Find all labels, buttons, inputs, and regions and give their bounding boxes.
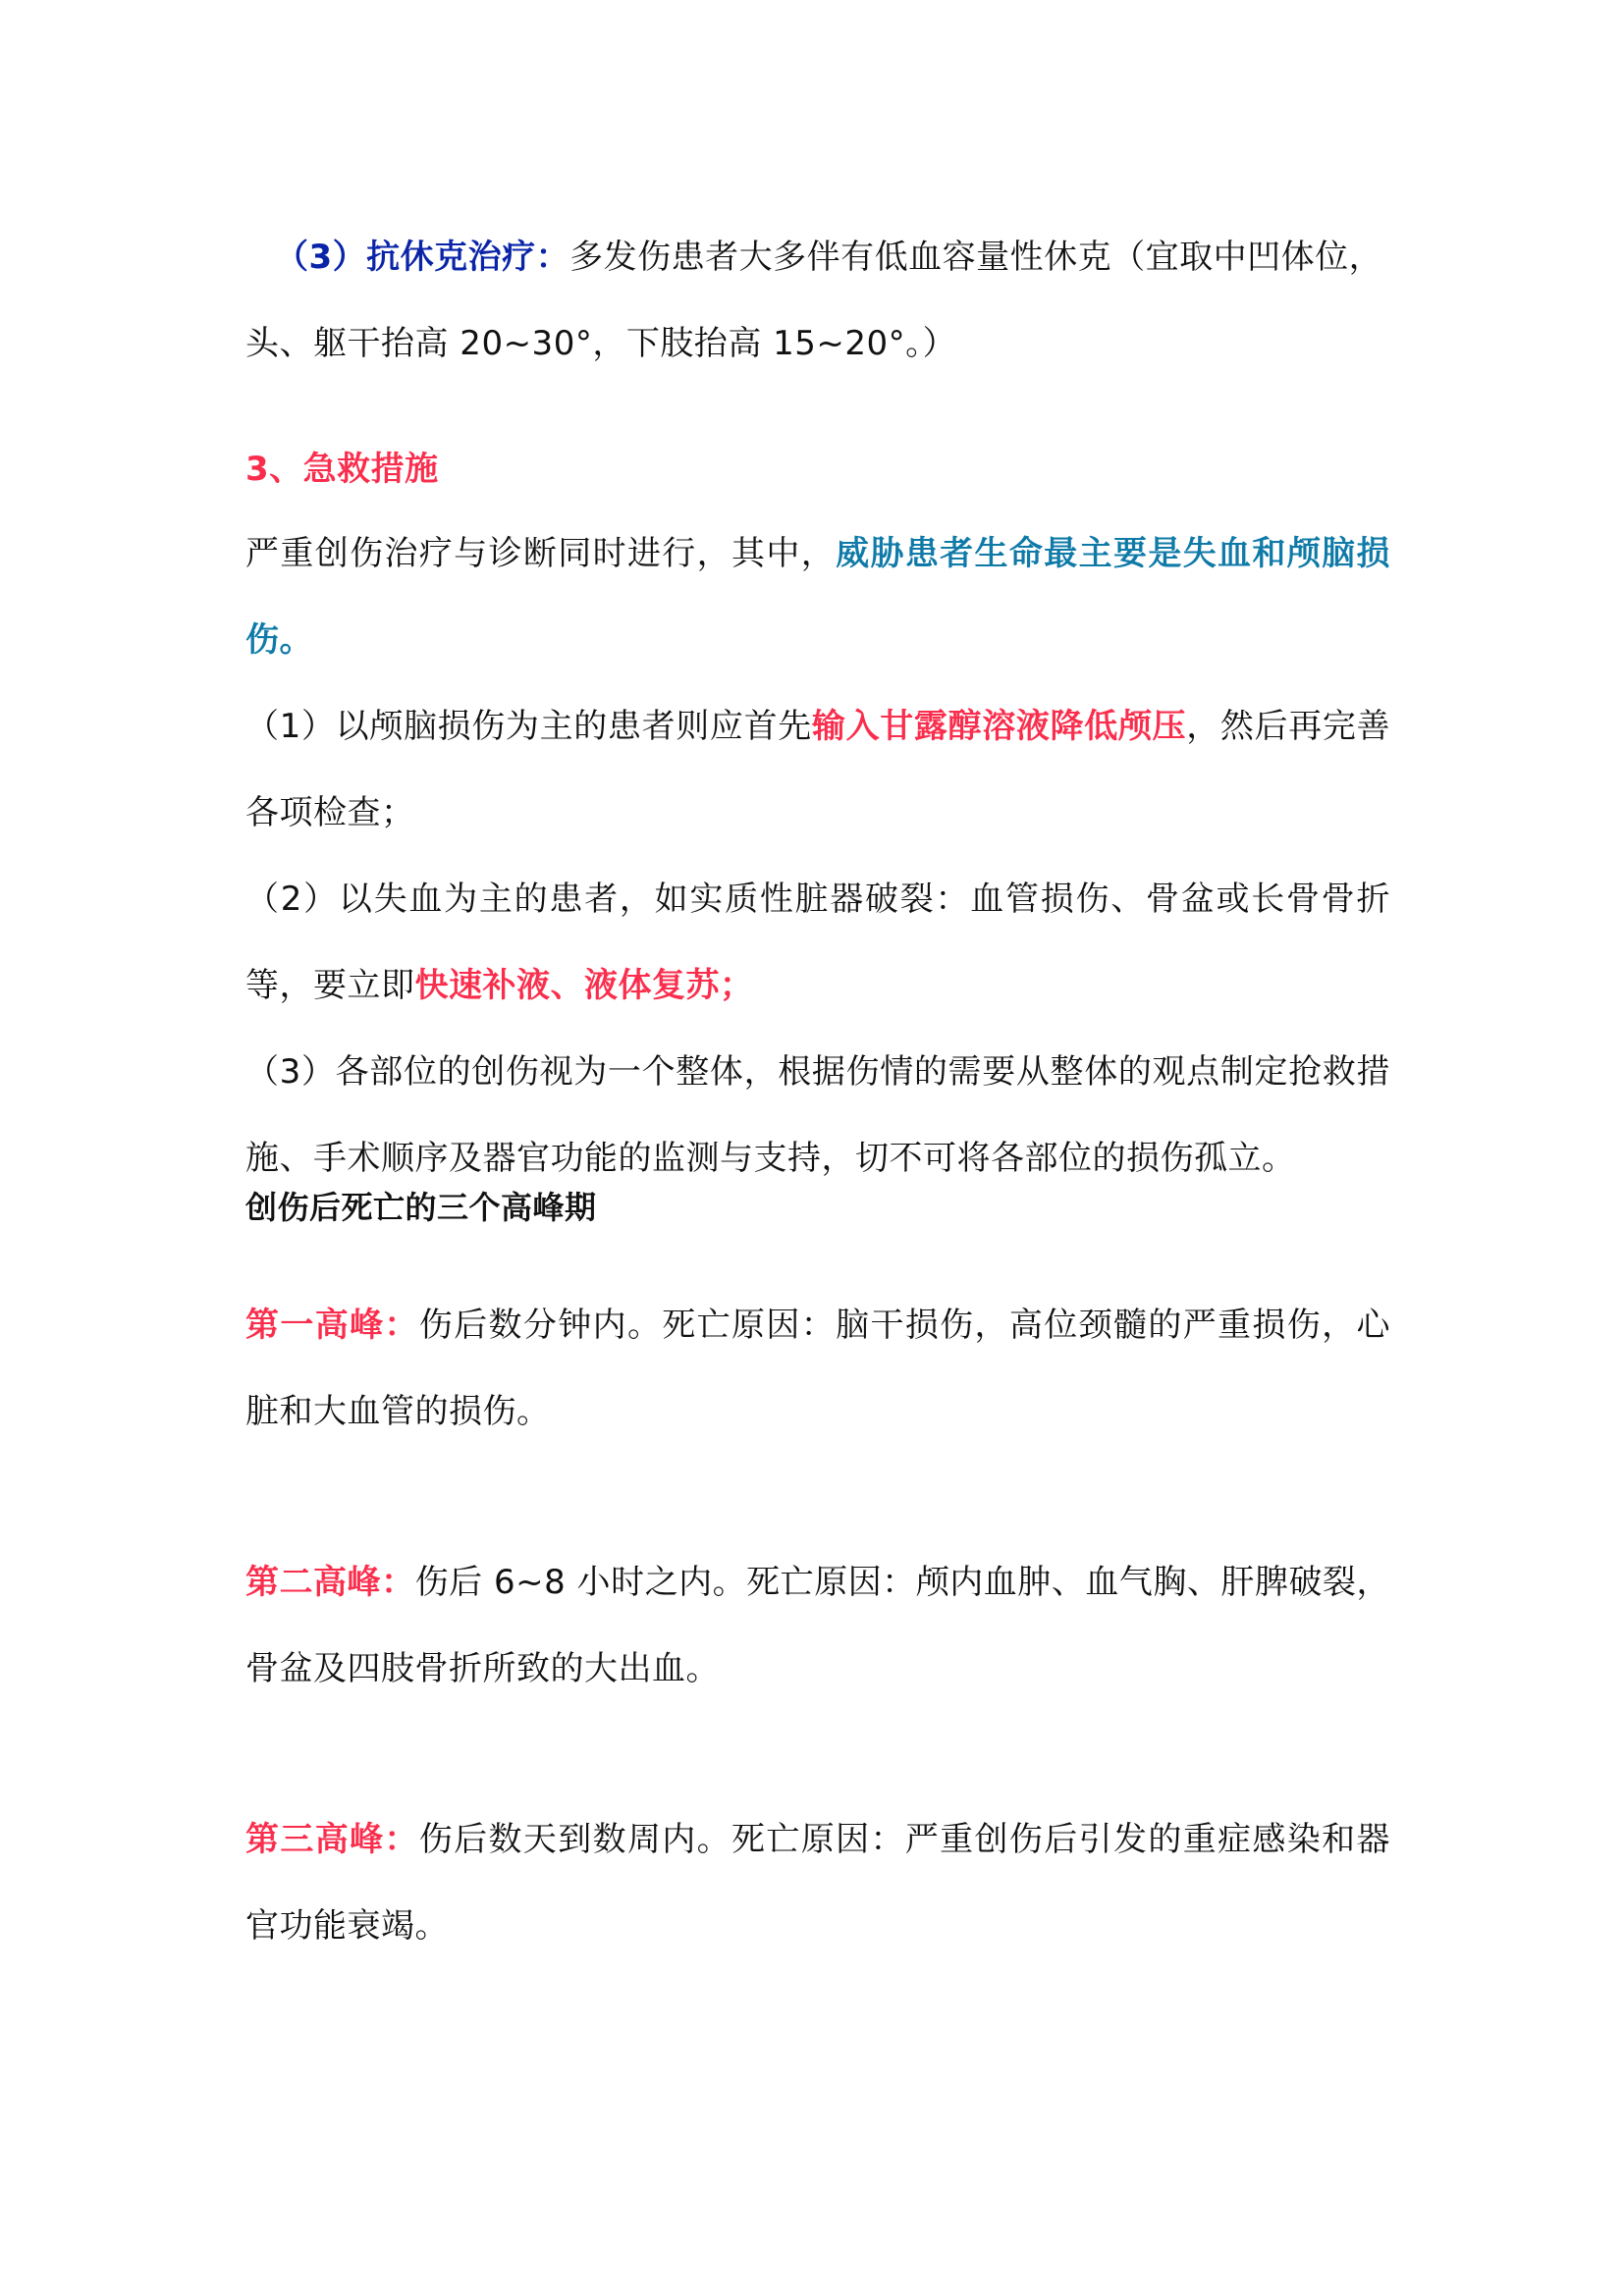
item1-highlight: 输入甘露醇溶液降低颅压 xyxy=(811,707,1187,746)
antishock-paragraph xyxy=(245,214,1390,387)
peak1-label: 第一高峰： xyxy=(245,1306,419,1345)
peaks-heading-block xyxy=(245,1178,1390,1237)
emergency-heading: 3、急救措施 xyxy=(245,450,439,489)
item1-suffix: ，然后再完善各项检查； xyxy=(245,707,1391,832)
peak3-label: 第三高峰： xyxy=(245,1820,419,1859)
item2-prefix: （2）以失血为主的患者，如实质性脏器破裂：血管损伤、骨盆或长骨骨折等，要立即 xyxy=(245,880,1390,1005)
antishock-text-line1: 多发伤患者大多伴有低血容量性休克（宜取中凹体位， xyxy=(569,238,1383,277)
peaks-heading: 创伤后死亡的三个高峰期 xyxy=(245,1189,597,1226)
item1-prefix: （1）以颅脑损伤为主的患者则应首先 xyxy=(245,707,812,746)
emergency-item-1 xyxy=(245,683,1390,856)
emergency-item-2 xyxy=(245,856,1390,1029)
emergency-intro-highlight: 威胁患者生命最主要是失血和颅脑损伤。 xyxy=(245,534,1390,660)
antishock-label: （3）抗休克治疗： xyxy=(275,238,570,277)
item3-text: （3）各部位的创伤视为一个整体，根据伤情的需要从整体的观点制定抢救措施、手术顺序及器官功能的监测与支持，切不可将各部位的损伤孤立。 xyxy=(245,1052,1390,1178)
item2-highlight: 快速补液、液体复苏； xyxy=(414,966,754,1005)
peak2-text: 伤后 6~8 小时之内。死亡原因：颅内血肿、血气胸、肝脾破裂，骨盆及四肢骨折所致的大出血。 xyxy=(245,1563,1391,1688)
peak-item-1 xyxy=(245,1282,1390,1455)
antishock-text-line2: 头、躯干抬高 20~30°，下肢抬高 15~20°。） xyxy=(245,324,957,363)
emergency-heading-block xyxy=(245,426,1390,512)
peak3-text: 伤后数天到数周内。死亡原因：严重创伤后引发的重症感染和器官功能衰竭。 xyxy=(245,1820,1390,1946)
peak1-text: 伤后数分钟内。死亡原因：脑干损伤，高位颈髓的严重损伤，心脏和大血管的损伤。 xyxy=(245,1306,1390,1431)
peak-item-2 xyxy=(245,1539,1390,1712)
emergency-intro-paragraph xyxy=(245,510,1390,683)
emergency-intro-plain: 严重创伤治疗与诊断同时进行，其中， xyxy=(245,534,837,573)
peak-item-3 xyxy=(245,1796,1390,1969)
peak2-label: 第二高峰： xyxy=(245,1563,415,1602)
emergency-item-3 xyxy=(245,1029,1390,1201)
